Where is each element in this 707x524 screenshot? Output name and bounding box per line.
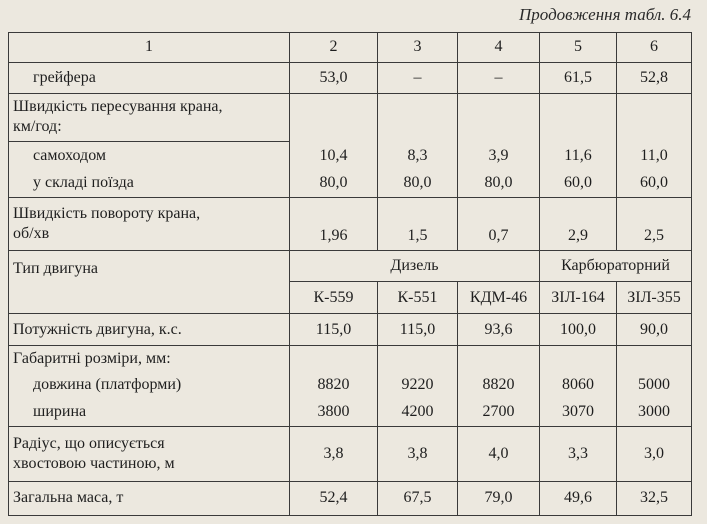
engine-model: ЗІЛ-164 xyxy=(540,282,617,314)
value-cell: 80,0 xyxy=(458,169,540,197)
header-cell: 1 xyxy=(9,33,290,63)
value-cell: 93,6 xyxy=(458,314,540,346)
table-row xyxy=(9,93,692,142)
engine-model: КДМ-46 xyxy=(458,282,540,314)
table-row xyxy=(9,481,692,515)
param-label xyxy=(9,426,290,481)
value-cell: 60,0 xyxy=(617,169,692,197)
value-cell: 80,0 xyxy=(290,169,378,197)
header-cell: 5 xyxy=(540,33,617,63)
param-label-line: Радіус, що описується xyxy=(13,434,165,452)
value-cell: 60,0 xyxy=(540,169,617,197)
value-cell: 9220 xyxy=(378,371,458,399)
value-cell: 8820 xyxy=(290,371,378,399)
value-cell: 61,5 xyxy=(540,62,617,93)
param-label: Габаритні розміри, мм: xyxy=(9,346,290,371)
table-row xyxy=(9,62,692,93)
table-row xyxy=(9,314,692,346)
value-cell: 8060 xyxy=(540,371,617,399)
table-row xyxy=(9,399,692,427)
value-cell: 2,9 xyxy=(540,197,617,250)
value-cell: 115,0 xyxy=(290,314,378,346)
value-cell: 79,0 xyxy=(458,481,540,515)
param-label: Потужність двигуна, к.с. xyxy=(9,314,290,346)
value-cell: 52,4 xyxy=(290,481,378,515)
value-cell: 4200 xyxy=(378,399,458,427)
value-cell: – xyxy=(378,62,458,93)
header-row xyxy=(9,33,692,63)
engine-model: К-559 xyxy=(290,282,378,314)
param-label: у складі поїзда xyxy=(9,169,290,197)
engine-model: К-551 xyxy=(378,282,458,314)
value-cell: 5000 xyxy=(617,371,692,399)
table-row xyxy=(9,426,692,481)
value-cell: 90,0 xyxy=(617,314,692,346)
value-cell: 1,96 xyxy=(290,197,378,250)
table-caption: Продовження табл. 6.4 xyxy=(519,5,691,24)
header-cell: 2 xyxy=(290,33,378,63)
value-cell: 1,5 xyxy=(378,197,458,250)
value-cell: 0,7 xyxy=(458,197,540,250)
value-cell: 3000 xyxy=(617,399,692,427)
param-label: довжина (платформи) xyxy=(9,371,290,399)
table-row xyxy=(9,346,692,371)
param-label-line: Швидкість повороту крана, xyxy=(13,204,201,222)
value-cell: 3070 xyxy=(540,399,617,427)
table-row xyxy=(9,169,692,197)
value-cell: 100,0 xyxy=(540,314,617,346)
param-label-line: хвостовою частиною, м xyxy=(13,454,175,472)
table-row xyxy=(9,371,692,399)
value-cell: 52,8 xyxy=(617,62,692,93)
value-cell: 11,6 xyxy=(540,142,617,170)
value-cell: 10,4 xyxy=(290,142,378,170)
value-cell: 4,0 xyxy=(458,426,540,481)
param-label: грейфера xyxy=(9,62,290,93)
value-cell: 32,5 xyxy=(617,481,692,515)
value-cell: 115,0 xyxy=(378,314,458,346)
param-label: Загальна маса, т xyxy=(9,481,290,515)
crane-specs-table xyxy=(8,32,692,516)
param-label-line: Швидкість пересування крана, xyxy=(13,98,223,116)
param-label xyxy=(9,93,290,142)
table-row xyxy=(9,142,692,170)
param-label-line: об/хв xyxy=(13,224,50,242)
value-cell: 8,3 xyxy=(378,142,458,170)
value-cell: 80,0 xyxy=(378,169,458,197)
value-cell: 3800 xyxy=(290,399,378,427)
value-cell: 3,9 xyxy=(458,142,540,170)
table-row xyxy=(9,250,692,282)
value-cell: 3,0 xyxy=(617,426,692,481)
engine-model: ЗІЛ-355 xyxy=(617,282,692,314)
value-cell: – xyxy=(458,62,540,93)
value-cell: 53,0 xyxy=(290,62,378,93)
header-cell: 6 xyxy=(617,33,692,63)
value-cell: 8820 xyxy=(458,371,540,399)
param-label-line: км/год: xyxy=(13,118,62,136)
header-cell: 4 xyxy=(458,33,540,63)
header-cell: 3 xyxy=(378,33,458,63)
value-cell: 11,0 xyxy=(617,142,692,170)
param-label xyxy=(9,197,290,250)
engine-group-carburetor: Карбюраторний xyxy=(540,250,692,282)
value-cell: 67,5 xyxy=(378,481,458,515)
table-row xyxy=(9,197,692,250)
engine-group-diesel: Дизель xyxy=(290,250,540,282)
value-cell: 3,3 xyxy=(540,426,617,481)
param-label: самоходом xyxy=(9,142,290,170)
value-cell: 2,5 xyxy=(617,197,692,250)
param-label: Тип двигуна xyxy=(9,250,290,314)
value-cell: 3,8 xyxy=(378,426,458,481)
value-cell: 3,8 xyxy=(290,426,378,481)
value-cell: 49,6 xyxy=(540,481,617,515)
value-cell: 2700 xyxy=(458,399,540,427)
param-label: ширина xyxy=(9,399,290,427)
